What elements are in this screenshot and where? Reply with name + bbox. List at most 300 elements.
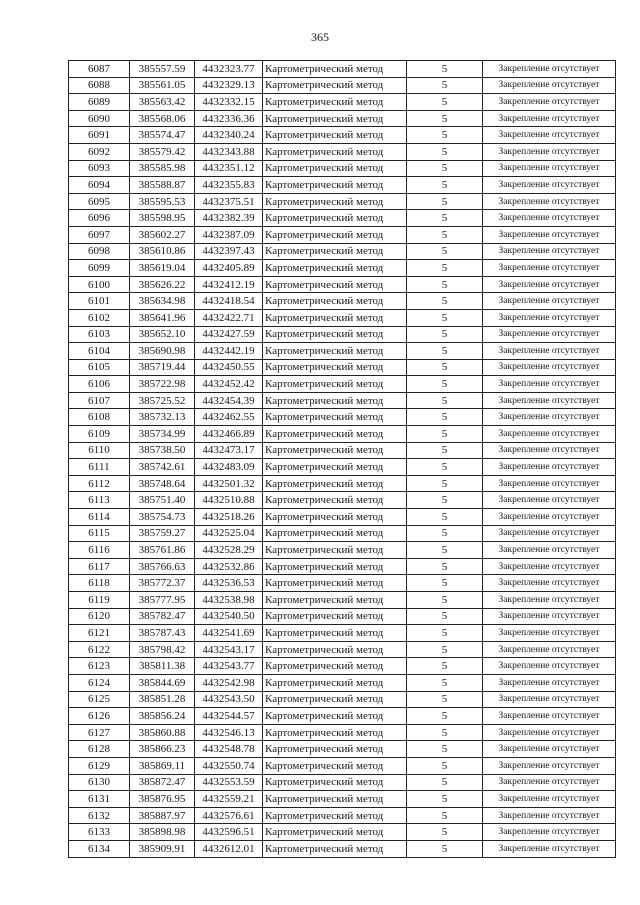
- table-row: [69, 293, 616, 310]
- x-coordinate-cell: 385734.99: [130, 426, 195, 443]
- point-number-cell: 6110: [69, 442, 130, 459]
- accuracy-cell: 5: [407, 592, 483, 609]
- accuracy-cell: 5: [407, 658, 483, 675]
- accuracy-cell: 5: [407, 359, 483, 376]
- x-coordinate-cell: 385690.98: [130, 343, 195, 360]
- table-row: [69, 77, 616, 94]
- fixation-cell: Закрепление отсутствует: [483, 525, 616, 542]
- x-coordinate-cell: 385811.38: [130, 658, 195, 675]
- method-cell: Картометрический метод: [263, 824, 407, 841]
- fixation-cell: Закрепление отсутствует: [483, 426, 616, 443]
- method-cell: Картометрический метод: [263, 575, 407, 592]
- method-cell: Картометрический метод: [263, 625, 407, 642]
- fixation-cell: Закрепление отсутствует: [483, 143, 616, 160]
- x-coordinate-cell: 385725.52: [130, 392, 195, 409]
- point-number-cell: 6102: [69, 309, 130, 326]
- accuracy-cell: 5: [407, 110, 483, 127]
- method-cell: Картометрический метод: [263, 774, 407, 791]
- accuracy-cell: 5: [407, 708, 483, 725]
- table-row: [69, 226, 616, 243]
- y-coordinate-cell: 4432544.57: [195, 708, 263, 725]
- x-coordinate-cell: 385585.98: [130, 160, 195, 177]
- fixation-cell: Закрепление отсутствует: [483, 791, 616, 808]
- accuracy-cell: 5: [407, 509, 483, 526]
- accuracy-cell: 5: [407, 226, 483, 243]
- table-row: [69, 309, 616, 326]
- fixation-cell: Закрепление отсутствует: [483, 459, 616, 476]
- point-number-cell: 6088: [69, 77, 130, 94]
- fixation-cell: Закрепление отсутствует: [483, 840, 616, 857]
- point-number-cell: 6091: [69, 127, 130, 144]
- method-cell: Картометрический метод: [263, 210, 407, 227]
- y-coordinate-cell: 4432375.51: [195, 193, 263, 210]
- fixation-cell: Закрепление отсутствует: [483, 442, 616, 459]
- y-coordinate-cell: 4432355.83: [195, 177, 263, 194]
- table-row: [69, 426, 616, 443]
- point-number-cell: 6104: [69, 343, 130, 360]
- point-number-cell: 6118: [69, 575, 130, 592]
- point-number-cell: 6108: [69, 409, 130, 426]
- y-coordinate-cell: 4432543.50: [195, 691, 263, 708]
- accuracy-cell: 5: [407, 293, 483, 310]
- point-number-cell: 6114: [69, 509, 130, 526]
- table-row: [69, 359, 616, 376]
- accuracy-cell: 5: [407, 309, 483, 326]
- fixation-cell: Закрепление отсутствует: [483, 77, 616, 94]
- x-coordinate-cell: 385722.98: [130, 376, 195, 393]
- table-row: [69, 542, 616, 559]
- point-number-cell: 6123: [69, 658, 130, 675]
- y-coordinate-cell: 4432323.77: [195, 61, 263, 78]
- table-row: [69, 61, 616, 78]
- accuracy-cell: 5: [407, 160, 483, 177]
- accuracy-cell: 5: [407, 127, 483, 144]
- method-cell: Картометрический метод: [263, 459, 407, 476]
- table-row: [69, 243, 616, 260]
- point-number-cell: 6107: [69, 392, 130, 409]
- table-row: [69, 110, 616, 127]
- table-row: [69, 376, 616, 393]
- accuracy-cell: 5: [407, 276, 483, 293]
- x-coordinate-cell: 385641.96: [130, 309, 195, 326]
- table-row: [69, 276, 616, 293]
- fixation-cell: Закрепление отсутствует: [483, 625, 616, 642]
- x-coordinate-cell: 385719.44: [130, 359, 195, 376]
- y-coordinate-cell: 4432543.77: [195, 658, 263, 675]
- y-coordinate-cell: 4432541.69: [195, 625, 263, 642]
- point-number-cell: 6132: [69, 807, 130, 824]
- method-cell: Картометрический метод: [263, 127, 407, 144]
- accuracy-cell: 5: [407, 824, 483, 841]
- x-coordinate-cell: 385876.95: [130, 791, 195, 808]
- fixation-cell: Закрепление отсутствует: [483, 343, 616, 360]
- point-number-cell: 6111: [69, 459, 130, 476]
- table-row: [69, 674, 616, 691]
- fixation-cell: Закрепление отсутствует: [483, 160, 616, 177]
- method-cell: Картометрический метод: [263, 409, 407, 426]
- accuracy-cell: 5: [407, 608, 483, 625]
- method-cell: Картометрический метод: [263, 691, 407, 708]
- x-coordinate-cell: 385595.53: [130, 193, 195, 210]
- y-coordinate-cell: 4432543.17: [195, 641, 263, 658]
- accuracy-cell: 5: [407, 326, 483, 343]
- table-row: [69, 608, 616, 625]
- y-coordinate-cell: 4432387.09: [195, 226, 263, 243]
- method-cell: Картометрический метод: [263, 193, 407, 210]
- point-number-cell: 6106: [69, 376, 130, 393]
- x-coordinate-cell: 385610.86: [130, 243, 195, 260]
- method-cell: Картометрический метод: [263, 293, 407, 310]
- fixation-cell: Закрепление отсутствует: [483, 193, 616, 210]
- y-coordinate-cell: 4432501.32: [195, 475, 263, 492]
- method-cell: Картометрический метод: [263, 260, 407, 277]
- table-row: [69, 625, 616, 642]
- point-number-cell: 6127: [69, 724, 130, 741]
- table-row: [69, 741, 616, 758]
- x-coordinate-cell: 385872.47: [130, 774, 195, 791]
- table-row: [69, 840, 616, 857]
- y-coordinate-cell: 4432340.24: [195, 127, 263, 144]
- table-row: [69, 392, 616, 409]
- point-number-cell: 6122: [69, 641, 130, 658]
- fixation-cell: Закрепление отсутствует: [483, 226, 616, 243]
- method-cell: Картометрический метод: [263, 509, 407, 526]
- fixation-cell: Закрепление отсутствует: [483, 492, 616, 509]
- fixation-cell: Закрепление отсутствует: [483, 592, 616, 609]
- y-coordinate-cell: 4432343.88: [195, 143, 263, 160]
- point-number-cell: 6117: [69, 558, 130, 575]
- table-row: [69, 658, 616, 675]
- x-coordinate-cell: 385574.47: [130, 127, 195, 144]
- accuracy-cell: 5: [407, 193, 483, 210]
- point-number-cell: 6097: [69, 226, 130, 243]
- point-number-cell: 6116: [69, 542, 130, 559]
- method-cell: Картометрический метод: [263, 741, 407, 758]
- accuracy-cell: 5: [407, 475, 483, 492]
- method-cell: Картометрический метод: [263, 77, 407, 94]
- fixation-cell: Закрепление отсутствует: [483, 475, 616, 492]
- accuracy-cell: 5: [407, 77, 483, 94]
- table-row: [69, 509, 616, 526]
- point-number-cell: 6089: [69, 94, 130, 111]
- x-coordinate-cell: 385869.11: [130, 757, 195, 774]
- accuracy-cell: 5: [407, 525, 483, 542]
- y-coordinate-cell: 4432548.78: [195, 741, 263, 758]
- point-number-cell: 6112: [69, 475, 130, 492]
- y-coordinate-cell: 4432418.54: [195, 293, 263, 310]
- fixation-cell: Закрепление отсутствует: [483, 824, 616, 841]
- accuracy-cell: 5: [407, 840, 483, 857]
- method-cell: Картометрический метод: [263, 608, 407, 625]
- fixation-cell: Закрепление отсутствует: [483, 608, 616, 625]
- method-cell: Картометрический метод: [263, 309, 407, 326]
- fixation-cell: Закрепление отсутствует: [483, 724, 616, 741]
- y-coordinate-cell: 4432510.88: [195, 492, 263, 509]
- method-cell: Картометрический метод: [263, 343, 407, 360]
- fixation-cell: Закрепление отсутствует: [483, 708, 616, 725]
- fixation-cell: Закрепление отсутствует: [483, 276, 616, 293]
- point-number-cell: 6095: [69, 193, 130, 210]
- table-row: [69, 475, 616, 492]
- method-cell: Картометрический метод: [263, 757, 407, 774]
- point-number-cell: 6087: [69, 61, 130, 78]
- accuracy-cell: 5: [407, 459, 483, 476]
- point-number-cell: 6130: [69, 774, 130, 791]
- table-row: [69, 127, 616, 144]
- method-cell: Картометрический метод: [263, 525, 407, 542]
- method-cell: Картометрический метод: [263, 641, 407, 658]
- y-coordinate-cell: 4432542.98: [195, 674, 263, 691]
- x-coordinate-cell: 385561.05: [130, 77, 195, 94]
- fixation-cell: Закрепление отсутствует: [483, 741, 616, 758]
- method-cell: Картометрический метод: [263, 442, 407, 459]
- y-coordinate-cell: 4432559.21: [195, 791, 263, 808]
- method-cell: Картометрический метод: [263, 674, 407, 691]
- point-number-cell: 6098: [69, 243, 130, 260]
- y-coordinate-cell: 4432525.04: [195, 525, 263, 542]
- accuracy-cell: 5: [407, 641, 483, 658]
- y-coordinate-cell: 4432382.39: [195, 210, 263, 227]
- y-coordinate-cell: 4432612.01: [195, 840, 263, 857]
- fixation-cell: Закрепление отсутствует: [483, 807, 616, 824]
- fixation-cell: Закрепление отсутствует: [483, 127, 616, 144]
- fixation-cell: Закрепление отсутствует: [483, 309, 616, 326]
- point-number-cell: 6125: [69, 691, 130, 708]
- y-coordinate-cell: 4432473.17: [195, 442, 263, 459]
- table-row: [69, 691, 616, 708]
- method-cell: Картометрический метод: [263, 160, 407, 177]
- fixation-cell: Закрепление отсутствует: [483, 177, 616, 194]
- y-coordinate-cell: 4432329.13: [195, 77, 263, 94]
- x-coordinate-cell: 385748.64: [130, 475, 195, 492]
- y-coordinate-cell: 4432405.89: [195, 260, 263, 277]
- fixation-cell: Закрепление отсутствует: [483, 392, 616, 409]
- x-coordinate-cell: 385860.88: [130, 724, 195, 741]
- y-coordinate-cell: 4432550.74: [195, 757, 263, 774]
- method-cell: Картометрический метод: [263, 177, 407, 194]
- y-coordinate-cell: 4432528.29: [195, 542, 263, 559]
- x-coordinate-cell: 385626.22: [130, 276, 195, 293]
- point-number-cell: 6103: [69, 326, 130, 343]
- accuracy-cell: 5: [407, 210, 483, 227]
- accuracy-cell: 5: [407, 442, 483, 459]
- table-row: [69, 193, 616, 210]
- table-row: [69, 592, 616, 609]
- method-cell: Картометрический метод: [263, 392, 407, 409]
- method-cell: Картометрический метод: [263, 376, 407, 393]
- accuracy-cell: 5: [407, 61, 483, 78]
- accuracy-cell: 5: [407, 343, 483, 360]
- method-cell: Картометрический метод: [263, 243, 407, 260]
- accuracy-cell: 5: [407, 575, 483, 592]
- method-cell: Картометрический метод: [263, 326, 407, 343]
- table-row: [69, 525, 616, 542]
- point-number-cell: 6100: [69, 276, 130, 293]
- x-coordinate-cell: 385851.28: [130, 691, 195, 708]
- point-number-cell: 6119: [69, 592, 130, 609]
- x-coordinate-cell: 385777.95: [130, 592, 195, 609]
- method-cell: Картометрический метод: [263, 658, 407, 675]
- point-number-cell: 6124: [69, 674, 130, 691]
- x-coordinate-cell: 385887.97: [130, 807, 195, 824]
- point-number-cell: 6094: [69, 177, 130, 194]
- x-coordinate-cell: 385751.40: [130, 492, 195, 509]
- method-cell: Картометрический метод: [263, 807, 407, 824]
- y-coordinate-cell: 4432332.15: [195, 94, 263, 111]
- x-coordinate-cell: 385602.27: [130, 226, 195, 243]
- table-row: [69, 807, 616, 824]
- x-coordinate-cell: 385759.27: [130, 525, 195, 542]
- x-coordinate-cell: 385742.61: [130, 459, 195, 476]
- method-cell: Картометрический метод: [263, 708, 407, 725]
- y-coordinate-cell: 4432351.12: [195, 160, 263, 177]
- x-coordinate-cell: 385844.69: [130, 674, 195, 691]
- y-coordinate-cell: 4432452.42: [195, 376, 263, 393]
- x-coordinate-cell: 385568.06: [130, 110, 195, 127]
- table-row: [69, 791, 616, 808]
- method-cell: Картометрический метод: [263, 542, 407, 559]
- x-coordinate-cell: 385909.91: [130, 840, 195, 857]
- x-coordinate-cell: 385898.98: [130, 824, 195, 841]
- table-body: [69, 61, 616, 858]
- fixation-cell: Закрепление отсутствует: [483, 110, 616, 127]
- table-row: [69, 774, 616, 791]
- x-coordinate-cell: 385563.42: [130, 94, 195, 111]
- method-cell: Картометрический метод: [263, 492, 407, 509]
- accuracy-cell: 5: [407, 143, 483, 160]
- fixation-cell: Закрепление отсутствует: [483, 757, 616, 774]
- y-coordinate-cell: 4432450.55: [195, 359, 263, 376]
- accuracy-cell: 5: [407, 243, 483, 260]
- x-coordinate-cell: 385557.59: [130, 61, 195, 78]
- x-coordinate-cell: 385754.73: [130, 509, 195, 526]
- accuracy-cell: 5: [407, 376, 483, 393]
- fixation-cell: Закрепление отсутствует: [483, 542, 616, 559]
- fixation-cell: Закрепление отсутствует: [483, 641, 616, 658]
- fixation-cell: Закрепление отсутствует: [483, 691, 616, 708]
- method-cell: Картометрический метод: [263, 558, 407, 575]
- fixation-cell: Закрепление отсутствует: [483, 293, 616, 310]
- point-number-cell: 6099: [69, 260, 130, 277]
- x-coordinate-cell: 385652.10: [130, 326, 195, 343]
- x-coordinate-cell: 385766.63: [130, 558, 195, 575]
- accuracy-cell: 5: [407, 392, 483, 409]
- table-row: [69, 641, 616, 658]
- method-cell: Картометрический метод: [263, 110, 407, 127]
- accuracy-cell: 5: [407, 741, 483, 758]
- accuracy-cell: 5: [407, 94, 483, 111]
- point-number-cell: 6115: [69, 525, 130, 542]
- x-coordinate-cell: 385798.42: [130, 641, 195, 658]
- y-coordinate-cell: 4432442.19: [195, 343, 263, 360]
- x-coordinate-cell: 385787.43: [130, 625, 195, 642]
- accuracy-cell: 5: [407, 674, 483, 691]
- x-coordinate-cell: 385772.37: [130, 575, 195, 592]
- x-coordinate-cell: 385598.95: [130, 210, 195, 227]
- accuracy-cell: 5: [407, 791, 483, 808]
- fixation-cell: Закрепление отсутствует: [483, 658, 616, 675]
- y-coordinate-cell: 4432397.43: [195, 243, 263, 260]
- table-row: [69, 824, 616, 841]
- point-number-cell: 6131: [69, 791, 130, 808]
- method-cell: Картометрический метод: [263, 226, 407, 243]
- y-coordinate-cell: 4432422.71: [195, 309, 263, 326]
- y-coordinate-cell: 4432540.50: [195, 608, 263, 625]
- method-cell: Картометрический метод: [263, 276, 407, 293]
- table-row: [69, 459, 616, 476]
- y-coordinate-cell: 4432462.55: [195, 409, 263, 426]
- y-coordinate-cell: 4432553.59: [195, 774, 263, 791]
- y-coordinate-cell: 4432518.26: [195, 509, 263, 526]
- table-row: [69, 409, 616, 426]
- table-row: [69, 326, 616, 343]
- accuracy-cell: 5: [407, 177, 483, 194]
- x-coordinate-cell: 385761.86: [130, 542, 195, 559]
- point-number-cell: 6109: [69, 426, 130, 443]
- table-row: [69, 160, 616, 177]
- point-number-cell: 6105: [69, 359, 130, 376]
- fixation-cell: Закрепление отсутствует: [483, 326, 616, 343]
- accuracy-cell: 5: [407, 260, 483, 277]
- table-row: [69, 210, 616, 227]
- method-cell: Картометрический метод: [263, 143, 407, 160]
- fixation-cell: Закрепление отсутствует: [483, 575, 616, 592]
- table-row: [69, 708, 616, 725]
- x-coordinate-cell: 385634.98: [130, 293, 195, 310]
- method-cell: Картометрический метод: [263, 592, 407, 609]
- point-number-cell: 6134: [69, 840, 130, 857]
- x-coordinate-cell: 385856.24: [130, 708, 195, 725]
- point-number-cell: 6113: [69, 492, 130, 509]
- point-number-cell: 6090: [69, 110, 130, 127]
- fixation-cell: Закрепление отсутствует: [483, 558, 616, 575]
- fixation-cell: Закрепление отсутствует: [483, 409, 616, 426]
- point-number-cell: 6121: [69, 625, 130, 642]
- table-row: [69, 94, 616, 111]
- fixation-cell: Закрепление отсутствует: [483, 210, 616, 227]
- fixation-cell: Закрепление отсутствует: [483, 243, 616, 260]
- accuracy-cell: 5: [407, 774, 483, 791]
- coordinates-table: [68, 60, 616, 858]
- accuracy-cell: 5: [407, 807, 483, 824]
- accuracy-cell: 5: [407, 625, 483, 642]
- table-row: [69, 558, 616, 575]
- y-coordinate-cell: 4432454.39: [195, 392, 263, 409]
- accuracy-cell: 5: [407, 426, 483, 443]
- accuracy-cell: 5: [407, 492, 483, 509]
- method-cell: Картометрический метод: [263, 426, 407, 443]
- y-coordinate-cell: 4432576.61: [195, 807, 263, 824]
- point-number-cell: 6133: [69, 824, 130, 841]
- point-number-cell: 6128: [69, 741, 130, 758]
- accuracy-cell: 5: [407, 542, 483, 559]
- x-coordinate-cell: 385619.04: [130, 260, 195, 277]
- y-coordinate-cell: 4432538.98: [195, 592, 263, 609]
- table-row: [69, 492, 616, 509]
- point-number-cell: 6101: [69, 293, 130, 310]
- method-cell: Картометрический метод: [263, 61, 407, 78]
- y-coordinate-cell: 4432427.59: [195, 326, 263, 343]
- fixation-cell: Закрепление отсутствует: [483, 61, 616, 78]
- point-number-cell: 6093: [69, 160, 130, 177]
- method-cell: Картометрический метод: [263, 840, 407, 857]
- point-number-cell: 6120: [69, 608, 130, 625]
- x-coordinate-cell: 385866.23: [130, 741, 195, 758]
- method-cell: Картометрический метод: [263, 475, 407, 492]
- y-coordinate-cell: 4432483.09: [195, 459, 263, 476]
- table-row: [69, 575, 616, 592]
- method-cell: Картометрический метод: [263, 359, 407, 376]
